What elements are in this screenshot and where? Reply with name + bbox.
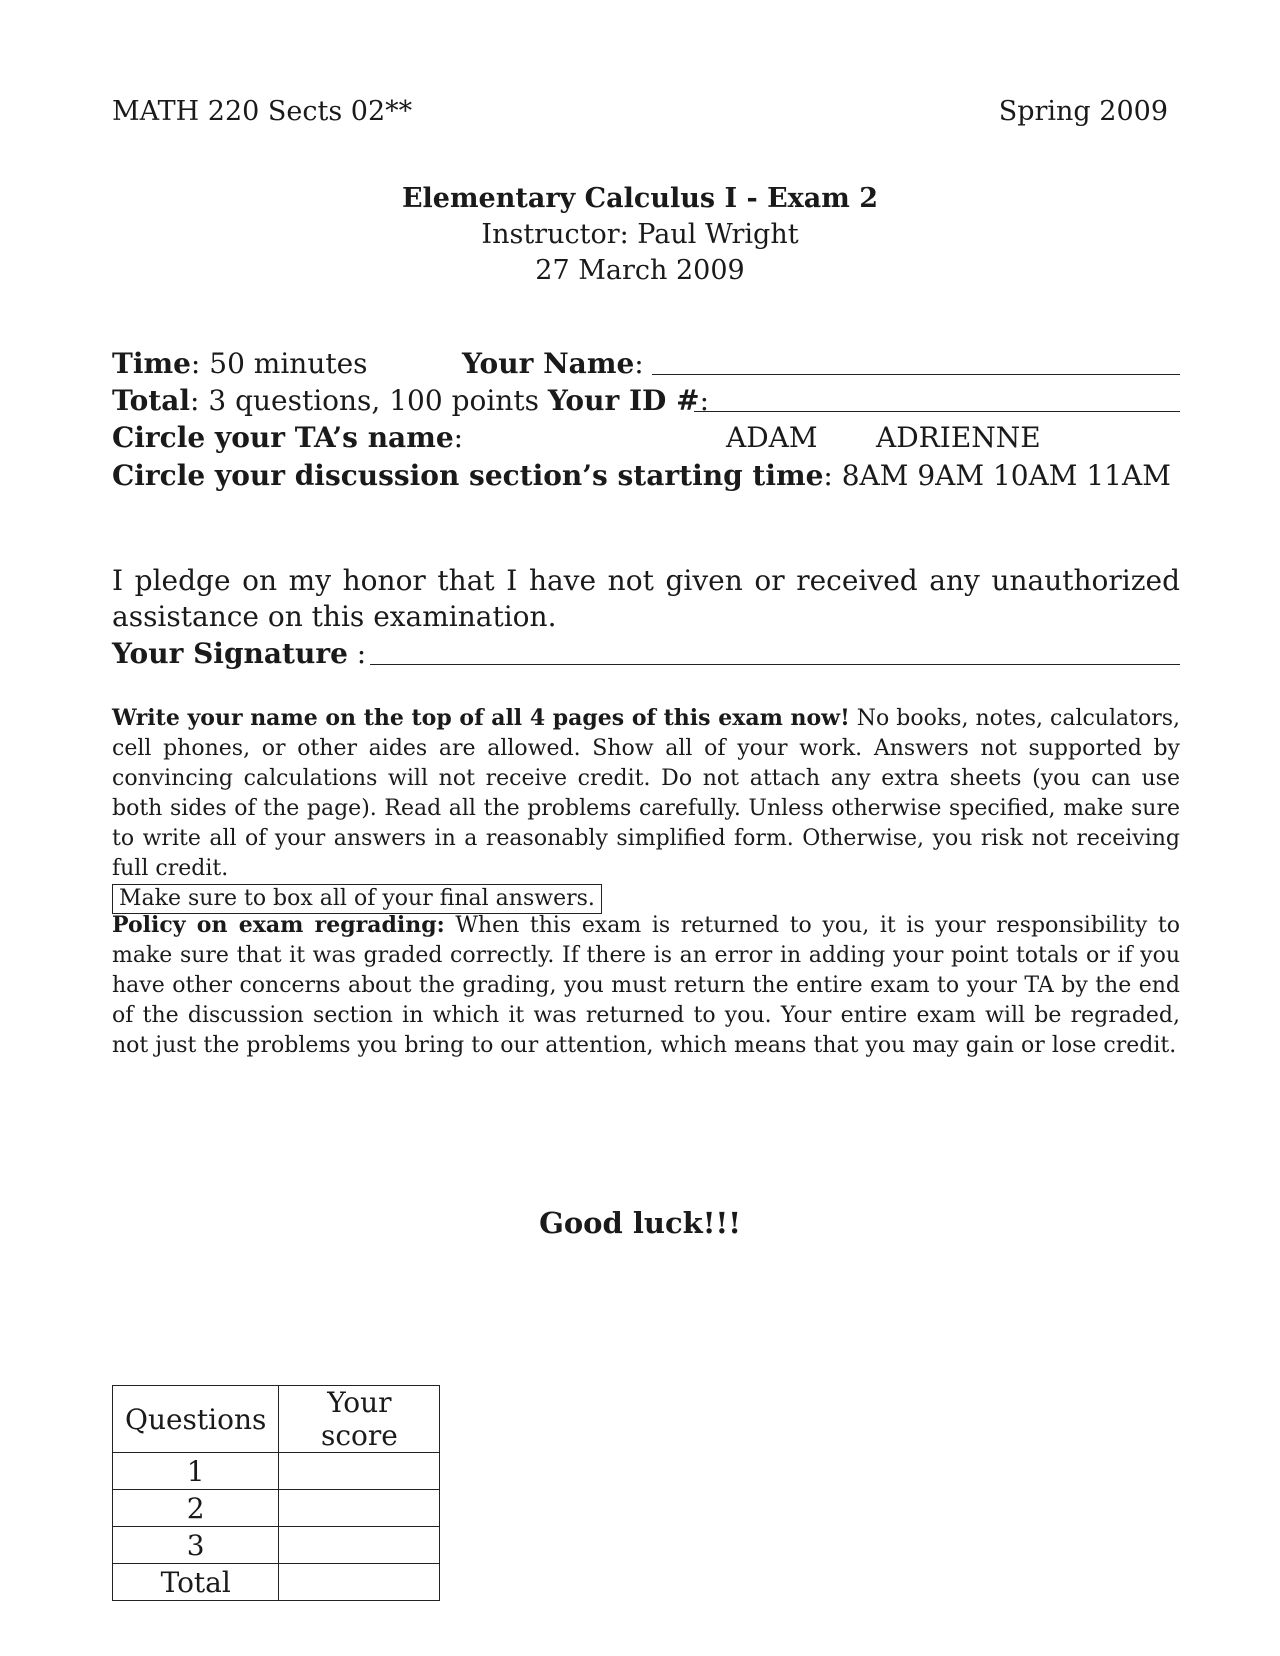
instructions-paragraph [112,703,1180,914]
signature-row: Your Signature : [112,637,367,670]
signature-label: Your Signature [112,637,348,670]
score-table [112,1385,440,1601]
score-cell[interactable] [279,1527,440,1564]
policy-body: When this exam is returned to you, it is your responsibility to make sure that it was graded correctly. If there is an error in adding your point totals or if you have other concerns about the grading, you must return the entire exam to your TA by the end of the discussion section in which it was returned to you. Your entire exam will be regraded, not just the problems you bring to our attention, which means that you may gain or lose credit. [112,913,1180,1058]
instructions-lead: Write your name on the top of all 4 pages of this exam now! [112,705,850,731]
total-value: : 3 questions, 100 points [190,384,539,417]
ta-row: Circle your TA’s name: [112,421,464,454]
score-cell[interactable] [279,1453,440,1490]
course-header: MATH 220 Sects 02** [112,96,413,127]
time-value: : 50 minutes [190,347,368,380]
instructions-body: No books, notes, calculators, cell phones, or other aides are allowed. Show all of your work. Answers not supported by convincing calculations will not receive credit. Do not attach any extra sheets (you can use both sides of the page). Read all the problems carefully. Unless otherwise specified, make sure to write all of your answers in a reasonably simplified form. Otherwise, you risk not receiving full credit. [112,706,1181,881]
section-times[interactable]: : 8AM 9AM 10AM 11AM [823,459,1171,492]
policy-lead: Policy on exam regrading: [112,912,445,938]
time-label: Time [112,347,191,380]
table-header: Your score [279,1386,440,1453]
table-row [113,1527,440,1564]
exam-title: Elementary Calculus I - Exam 2 [401,183,879,214]
term-header: Spring 2009 [998,96,1168,127]
table-row [113,1490,440,1527]
honor-pledge: I pledge on my honor that I have not given or received any unauthorized assistance on this examination. [112,564,1180,633]
name-field[interactable] [652,374,1180,375]
signature-field[interactable] [370,664,1180,665]
total-label: Total [112,384,191,417]
good-luck: Good luck!!! [539,1206,741,1240]
ta-option-adam[interactable]: ADAM [726,421,818,454]
section-row [112,457,1171,494]
total-label-cell: Total [113,1564,279,1601]
table-row [113,1453,440,1490]
table-row [113,1564,440,1601]
question-number: 2 [113,1490,279,1527]
ta-label: Circle your TA’s name [112,421,454,454]
score-cell[interactable] [279,1490,440,1527]
exam-date: 27 March 2009 [535,255,745,286]
question-number: 1 [113,1453,279,1490]
total-score-cell[interactable] [279,1564,440,1601]
question-number: 3 [113,1527,279,1564]
section-label: Circle your discussion section’s starting time [112,459,824,492]
total-row: Total: 3 questions, 100 points Your ID #: [112,384,709,417]
id-label: Your ID # [547,384,700,417]
name-row: Your Name: [462,347,644,380]
time-row [112,345,368,382]
ta-option-adrienne[interactable]: ADRIENNE [876,421,1041,454]
boxed-note: Make sure to box all of your final answers. [112,884,602,914]
table-header-row [113,1386,440,1453]
name-label: Your Name [462,347,635,380]
regrade-policy [112,910,1180,1061]
instructor-line: Instructor: Paul Wright [481,219,799,250]
id-field[interactable] [694,411,1180,412]
table-header: Questions [113,1386,279,1453]
